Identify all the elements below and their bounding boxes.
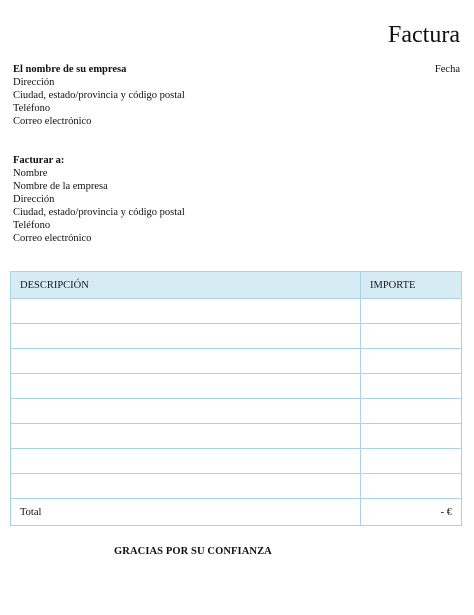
table-header-row bbox=[11, 272, 462, 299]
table-row bbox=[11, 474, 462, 499]
company-name: El nombre de su empresa bbox=[13, 64, 127, 75]
table-row bbox=[11, 449, 462, 474]
amount-cell[interactable] bbox=[361, 474, 462, 499]
total-label: Total bbox=[11, 499, 361, 526]
bill-to-heading: Facturar a: bbox=[13, 155, 65, 166]
description-cell[interactable] bbox=[11, 449, 361, 474]
table-row bbox=[11, 374, 462, 399]
company-info bbox=[13, 63, 185, 128]
total-value: - € bbox=[361, 499, 462, 526]
description-cell[interactable] bbox=[11, 349, 361, 374]
company-phone: Teléfono bbox=[13, 103, 51, 114]
description-column-header: DESCRIPCIÓN bbox=[11, 272, 361, 299]
table-row bbox=[11, 349, 462, 374]
description-cell[interactable] bbox=[11, 374, 361, 399]
bill-to-address: Dirección bbox=[13, 194, 55, 205]
date-label: Fecha bbox=[434, 64, 460, 75]
description-cell[interactable] bbox=[11, 399, 361, 424]
amount-cell[interactable] bbox=[361, 449, 462, 474]
invoice-title: Factura bbox=[388, 22, 460, 48]
bill-to-city: Ciudad, estado/provincia y código postal bbox=[13, 207, 185, 218]
bill-to-name: Nombre bbox=[13, 168, 48, 179]
bill-to-company: Nombre de la empresa bbox=[13, 181, 108, 192]
amount-cell[interactable] bbox=[361, 299, 462, 324]
thank-you-message: GRACIAS POR SU CONFIANZA bbox=[114, 546, 272, 557]
bill-to-email: Correo electrónico bbox=[13, 233, 92, 244]
table-row bbox=[11, 424, 462, 449]
description-cell[interactable] bbox=[11, 424, 361, 449]
amount-cell[interactable] bbox=[361, 374, 462, 399]
description-cell[interactable] bbox=[11, 299, 361, 324]
company-address: Dirección bbox=[13, 77, 55, 88]
table-row bbox=[11, 399, 462, 424]
invoice-table bbox=[10, 271, 462, 526]
total-row bbox=[11, 499, 462, 526]
amount-cell[interactable] bbox=[361, 324, 462, 349]
amount-cell[interactable] bbox=[361, 399, 462, 424]
company-city: Ciudad, estado/provincia y código postal bbox=[13, 90, 185, 101]
amount-cell[interactable] bbox=[361, 349, 462, 374]
bill-to-info bbox=[13, 154, 185, 245]
table-row bbox=[11, 324, 462, 349]
company-email: Correo electrónico bbox=[13, 116, 92, 127]
bill-to-phone: Teléfono bbox=[13, 220, 51, 231]
table-row bbox=[11, 299, 462, 324]
amount-column-header: IMPORTE bbox=[361, 272, 462, 299]
description-cell[interactable] bbox=[11, 324, 361, 349]
amount-cell[interactable] bbox=[361, 424, 462, 449]
description-cell[interactable] bbox=[11, 474, 361, 499]
